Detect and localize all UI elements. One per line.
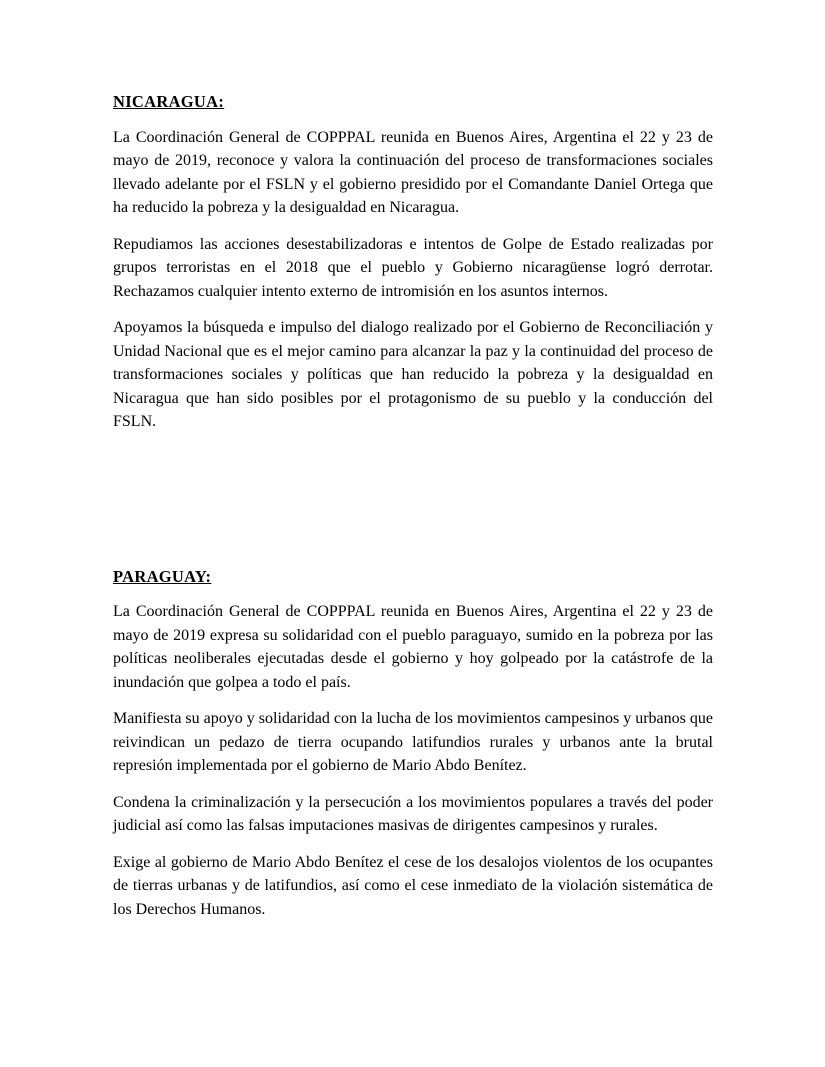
section-paraguay [113,565,713,922]
nicaragua-paragraph-3: Apoyamos la búsqueda e impulso del dialogo realizado por el Gobierno de Reconciliación y Unidad Nacional que es el mejor camino para alcanzar la paz y la continuidad del proceso de transformaciones sociales y políticas que han reducido la pobreza y la desigualdad en Nicaragua que han sido posibles por el protagonismo de su pueblo y la conducción del FSLN. [113,319,713,430]
document-content [113,90,713,921]
nicaragua-paragraph-1: La Coordinación General de COPPPAL reunida en Buenos Aires, Argentina el 22 y 23 de mayo de 2019, reconoce y valora la continuación del proceso de transformaciones sociales llevado adelante por el FSLN y el gobierno presidido por el Comandante Daniel Ortega que ha reducido la pobreza y la desigualdad en Nicaragua. [113,128,713,216]
paraguay-paragraph-4: Exige al gobierno de Mario Abdo Benítez el cese de los desalojos violentos de los ocupantes de tierras urbanas y de latifundios, así como el cese inmediato de la violación sistemática de los Derechos Humanos. [113,853,713,918]
nicaragua-paragraph-2: Repudiamos las acciones desestabilizadoras e intentos de Golpe de Estado realizadas por grupos terroristas en el 2018 que el pueblo y Gobierno nicaragüense logró derrotar. Rechazamos cualquier intento externo de intromisión en los asuntos internos. [113,235,713,300]
nicaragua-heading: NICARAGUA: [113,92,225,111]
paraguay-paragraph-2: Manifiesta su apoyo y solidaridad con la lucha de los movimientos campesinos y urbanos que reivindican un pedazo de tierra ocupando latifundios rurales y urbanos ante la brutal represión implementada por el gobierno de Mario Abdo Benítez. [113,710,713,774]
paraguay-paragraph-1: La Coordinación General de COPPPAL reunida en Buenos Aires, Argentina el 22 y 23 de mayo de 2019 expresa su solidaridad con el pueblo paraguayo, sumido en la pobreza por las políticas neoliberales ejecutadas desde el gobierno y hoy golpeado por la catástrofe de la inundación que golpea a todo el país. [113,603,713,691]
paraguay-paragraph-3: Condena la criminalización y la persecución a los movimientos populares a través del poder judicial así como las falsas imputaciones masivas de dirigentes campesinos y rurales. [113,793,713,834]
section-nicaragua [113,90,713,434]
paraguay-heading: PARAGUAY: [113,566,212,586]
